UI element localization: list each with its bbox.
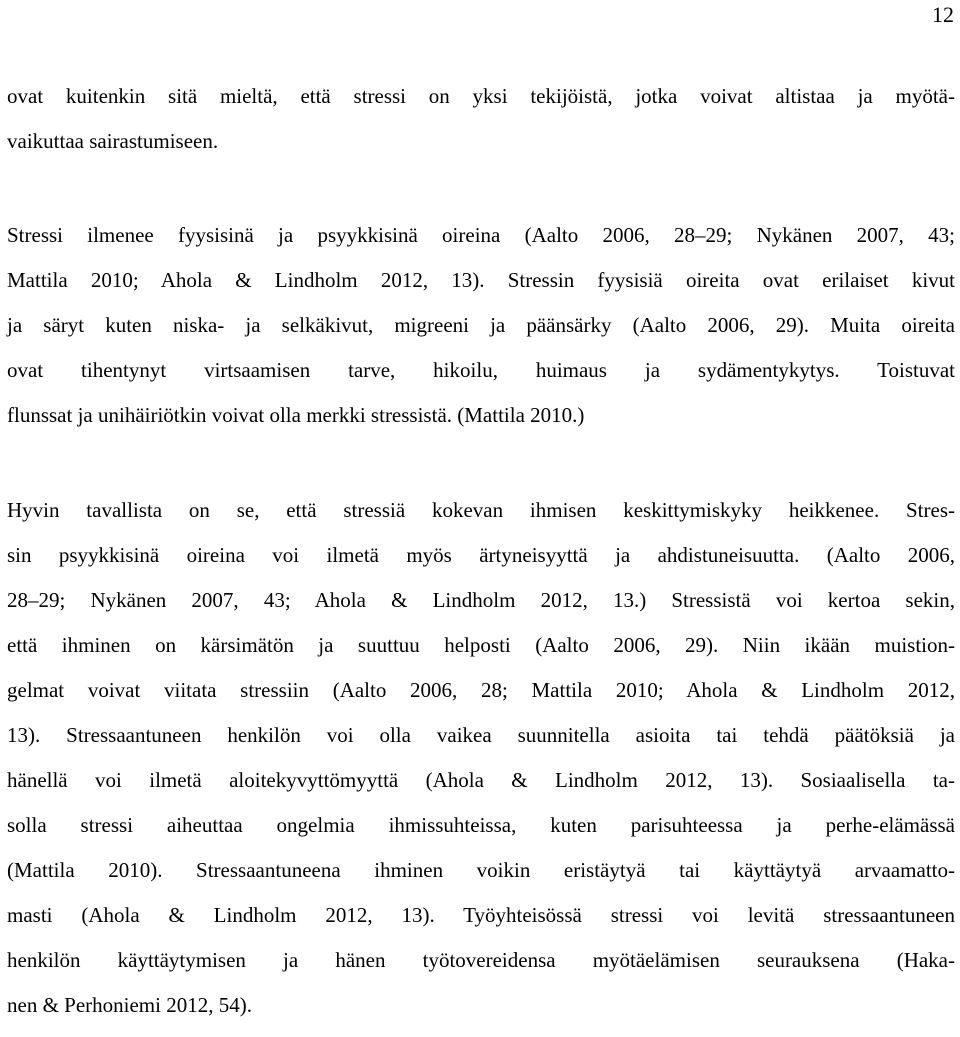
paragraph-psychological-symptoms: [7, 488, 955, 1028]
text-line: gelmat voivat viitata stressiin (Aalto 2006, 28; Mattila 2010; Ahola & Lindholm 2012,: [7, 678, 955, 702]
text-line: ja säryt kuten niska- ja selkäkivut, migreeni ja päänsärky (Aalto 2006, 29). Muita oireita: [7, 313, 955, 337]
text-line: solla stressi aiheuttaa ongelmia ihmissuhteissa, kuten parisuhteessa ja perhe-elämässä: [7, 813, 955, 837]
text-line: hänellä voi ilmetä aloitekyvyttömyyttä (Ahola & Lindholm 2012, 13). Sosiaalisella ta-: [7, 768, 955, 792]
text-line: Hyvin tavallista on se, että stressiä kokevan ihmisen keskittymiskyky heikkenee. Stres-: [7, 498, 955, 522]
text-line: sin psyykkisinä oireina voi ilmetä myös ärtyneisyyttä ja ahdistuneisuutta. (Aalto 2006,: [7, 543, 955, 567]
text-line: 28–29; Nykänen 2007, 43; Ahola & Lindholm 2012, 13.) Stressistä voi kertoa sekin,: [7, 588, 955, 612]
text-line: Mattila 2010; Ahola & Lindholm 2012, 13). Stressin fyysisiä oireita ovat erilaiset kivut: [7, 268, 955, 292]
page-number: 12: [932, 2, 954, 27]
text-line: nen & Perhoniemi 2012, 54).: [7, 993, 252, 1017]
paragraph-physical-symptoms: [7, 213, 955, 438]
paragraph-continuation: [7, 74, 955, 164]
text-line: henkilön käyttäytymisen ja hänen työtovereidensa myötäelämisen seurauksena (Haka-: [7, 948, 955, 972]
text-line: flunssat ja unihäiriötkin voivat olla merkki stressistä. (Mattila 2010.): [7, 403, 585, 427]
text-line: ovat kuitenkin sitä mieltä, että stressi on yksi tekijöistä, jotka voivat altistaa ja myötä-: [7, 84, 955, 108]
text-line: Stressi ilmenee fyysisinä ja psyykkisinä oireina (Aalto 2006, 28–29; Nykänen 2007, 43;: [7, 223, 955, 247]
text-line: vaikuttaa sairastumiseen.: [7, 129, 219, 153]
text-line: että ihminen on kärsimätön ja suuttuu helposti (Aalto 2006, 29). Niin ikään muistion-: [7, 633, 955, 657]
text-line: masti (Ahola & Lindholm 2012, 13). Työyhteisössä stressi voi levitä stressaantuneen: [7, 903, 955, 927]
text-line: 13). Stressaantuneen henkilön voi olla vaikea suunnitella asioita tai tehdä päätöksiä ja: [7, 723, 955, 747]
text-line: (Mattila 2010). Stressaantuneena ihminen voikin eristäytyä tai käyttäytyä arvaamatto-: [7, 858, 955, 882]
text-line: ovat tihentynyt virtsaamisen tarve, hikoilu, huimaus ja sydämentykytys. Toistuvat: [7, 358, 955, 382]
